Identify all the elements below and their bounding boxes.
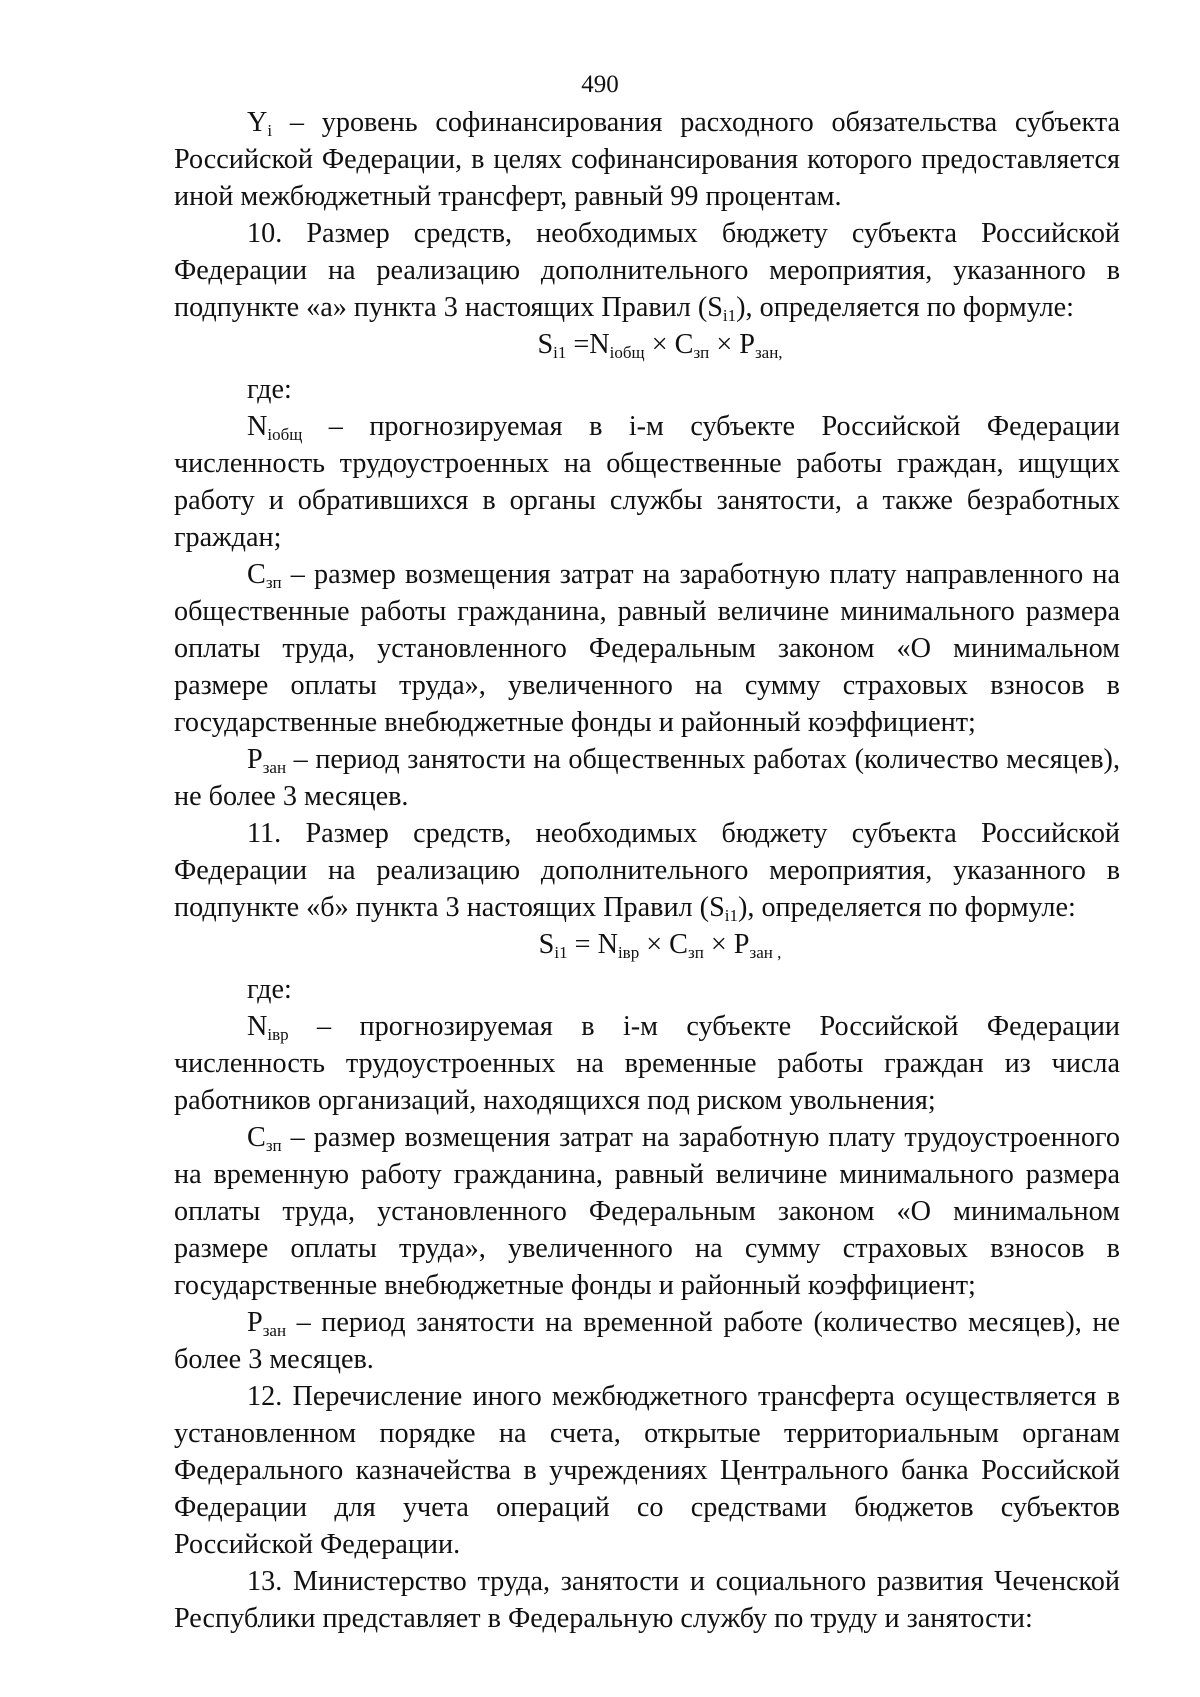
- formula-temporary-works: $S_{i1} = N_{iвр} \times C_{зп} \times P_{зан ,}$: [538, 929, 782, 962]
- variable-si1: $S_{i1}$: [709, 892, 738, 925]
- paragraph-yi-definition: $Y_i$ – уровень софинансирования расходного обязательства субъекта Российской Федерации, в целях софинансирования которого предоставляется иной межбюджетный трансферт, равный 99 процентам.: [174, 107, 1120, 212]
- variable-c-zp: $C_{зп}$: [247, 1122, 282, 1155]
- definition-p-zan-public: $P_{зан}$ – период занятости на общественных работах (количество месяцев), не более 3 месяцев.: [174, 744, 1120, 812]
- variable-p-zan: $P_{зан}$: [247, 1307, 287, 1340]
- paragraph-10: 10. Размер средств, необходимых бюджету субъекта Российской Федерации на реализацию дополнительного мероприятия, указанного в подпункте «а» пункта 3 настоящих Правил $(S_{i1})$, определяется по формуле:: [174, 218, 1120, 325]
- variable-si1: $S_{i1}$: [707, 292, 737, 325]
- variable-c-zp: $C_{зп}$: [247, 559, 282, 592]
- definition-c-zp-public: $C_{зп}$ – размер возмещения затрат на заработную плату направленного на общественные работы гражданина, равный величине минимального размера оплаты труда, установленного Федеральным законом «О минимальном размере оплаты труда», увеличенного на сумму страховых взносов в государственные внебюджетные фонды и районный коэффициент;: [174, 559, 1120, 738]
- document-body: [174, 104, 1120, 1637]
- variable-yi: $Y_i$: [247, 107, 273, 140]
- where-label: где:: [247, 974, 292, 1005]
- variable-p-zan: $P_{зан}$: [247, 744, 287, 777]
- paragraph-12: 12. Перечисление иного межбюджетного трансферта осуществляется в установленном порядке на счета, открытые территориальным органам Федерального казначейства в учреждениях Центрального банка Российской Федерации для учета операций со средствами бюджетов субъектов Российской Федерации.: [174, 1381, 1120, 1560]
- variable-n-vr: $N_{iвр}$: [247, 1011, 289, 1044]
- variable-n-obsch: $N_{iобщ}$: [247, 411, 303, 444]
- definition-c-zp-temporary: $C_{зп}$ – размер возмещения затрат на заработную плату трудоустроенного на временную работу гражданина, равный величине минимального размера оплаты труда, установленного Федеральным законом «О минимальном размере оплаты труда», увеличенного на сумму страховых взносов в государственные внебюджетные фонды и районный коэффициент;: [174, 1122, 1120, 1301]
- definition-n-obsch: $N_{iобщ}$ – прогнозируемая в i-м субъекте Российской Федерации численность трудоустроенных на общественные работы граждан, ищущих работу и обратившихся в органы службы занятости, а также безработных граждан;: [174, 411, 1120, 553]
- definition-p-zan-temporary: $P_{зан}$ – период занятости на временной работе (количество месяцев), не более 3 месяцев.: [174, 1307, 1120, 1375]
- formula-public-works: $S_{i1} =N_{iобщ} \times C_{зп} \times P_{зан,}$: [537, 329, 783, 362]
- page-number: 490: [581, 71, 619, 98]
- definition-n-vr: $N_{iвр}$ – прогнозируемая в i-м субъекте Российской Федерации численность трудоустроенных на временные работы граждан из числа работников организаций, находящихся под риском увольнения;: [174, 1011, 1120, 1116]
- where-label: где:: [247, 374, 292, 405]
- paragraph-13: 13. Министерство труда, занятости и социального развития Чеченской Республики представляет в Федеральную службу по труду и занятости:: [174, 1566, 1120, 1634]
- paragraph-11: 11. Размер средств, необходимых бюджету субъекта Российской Федерации на реализацию дополнительного мероприятия, указанного в подпункте «б» пункта 3 настоящих Правил $(S_{i1})$, определяется по формуле:: [174, 818, 1120, 925]
